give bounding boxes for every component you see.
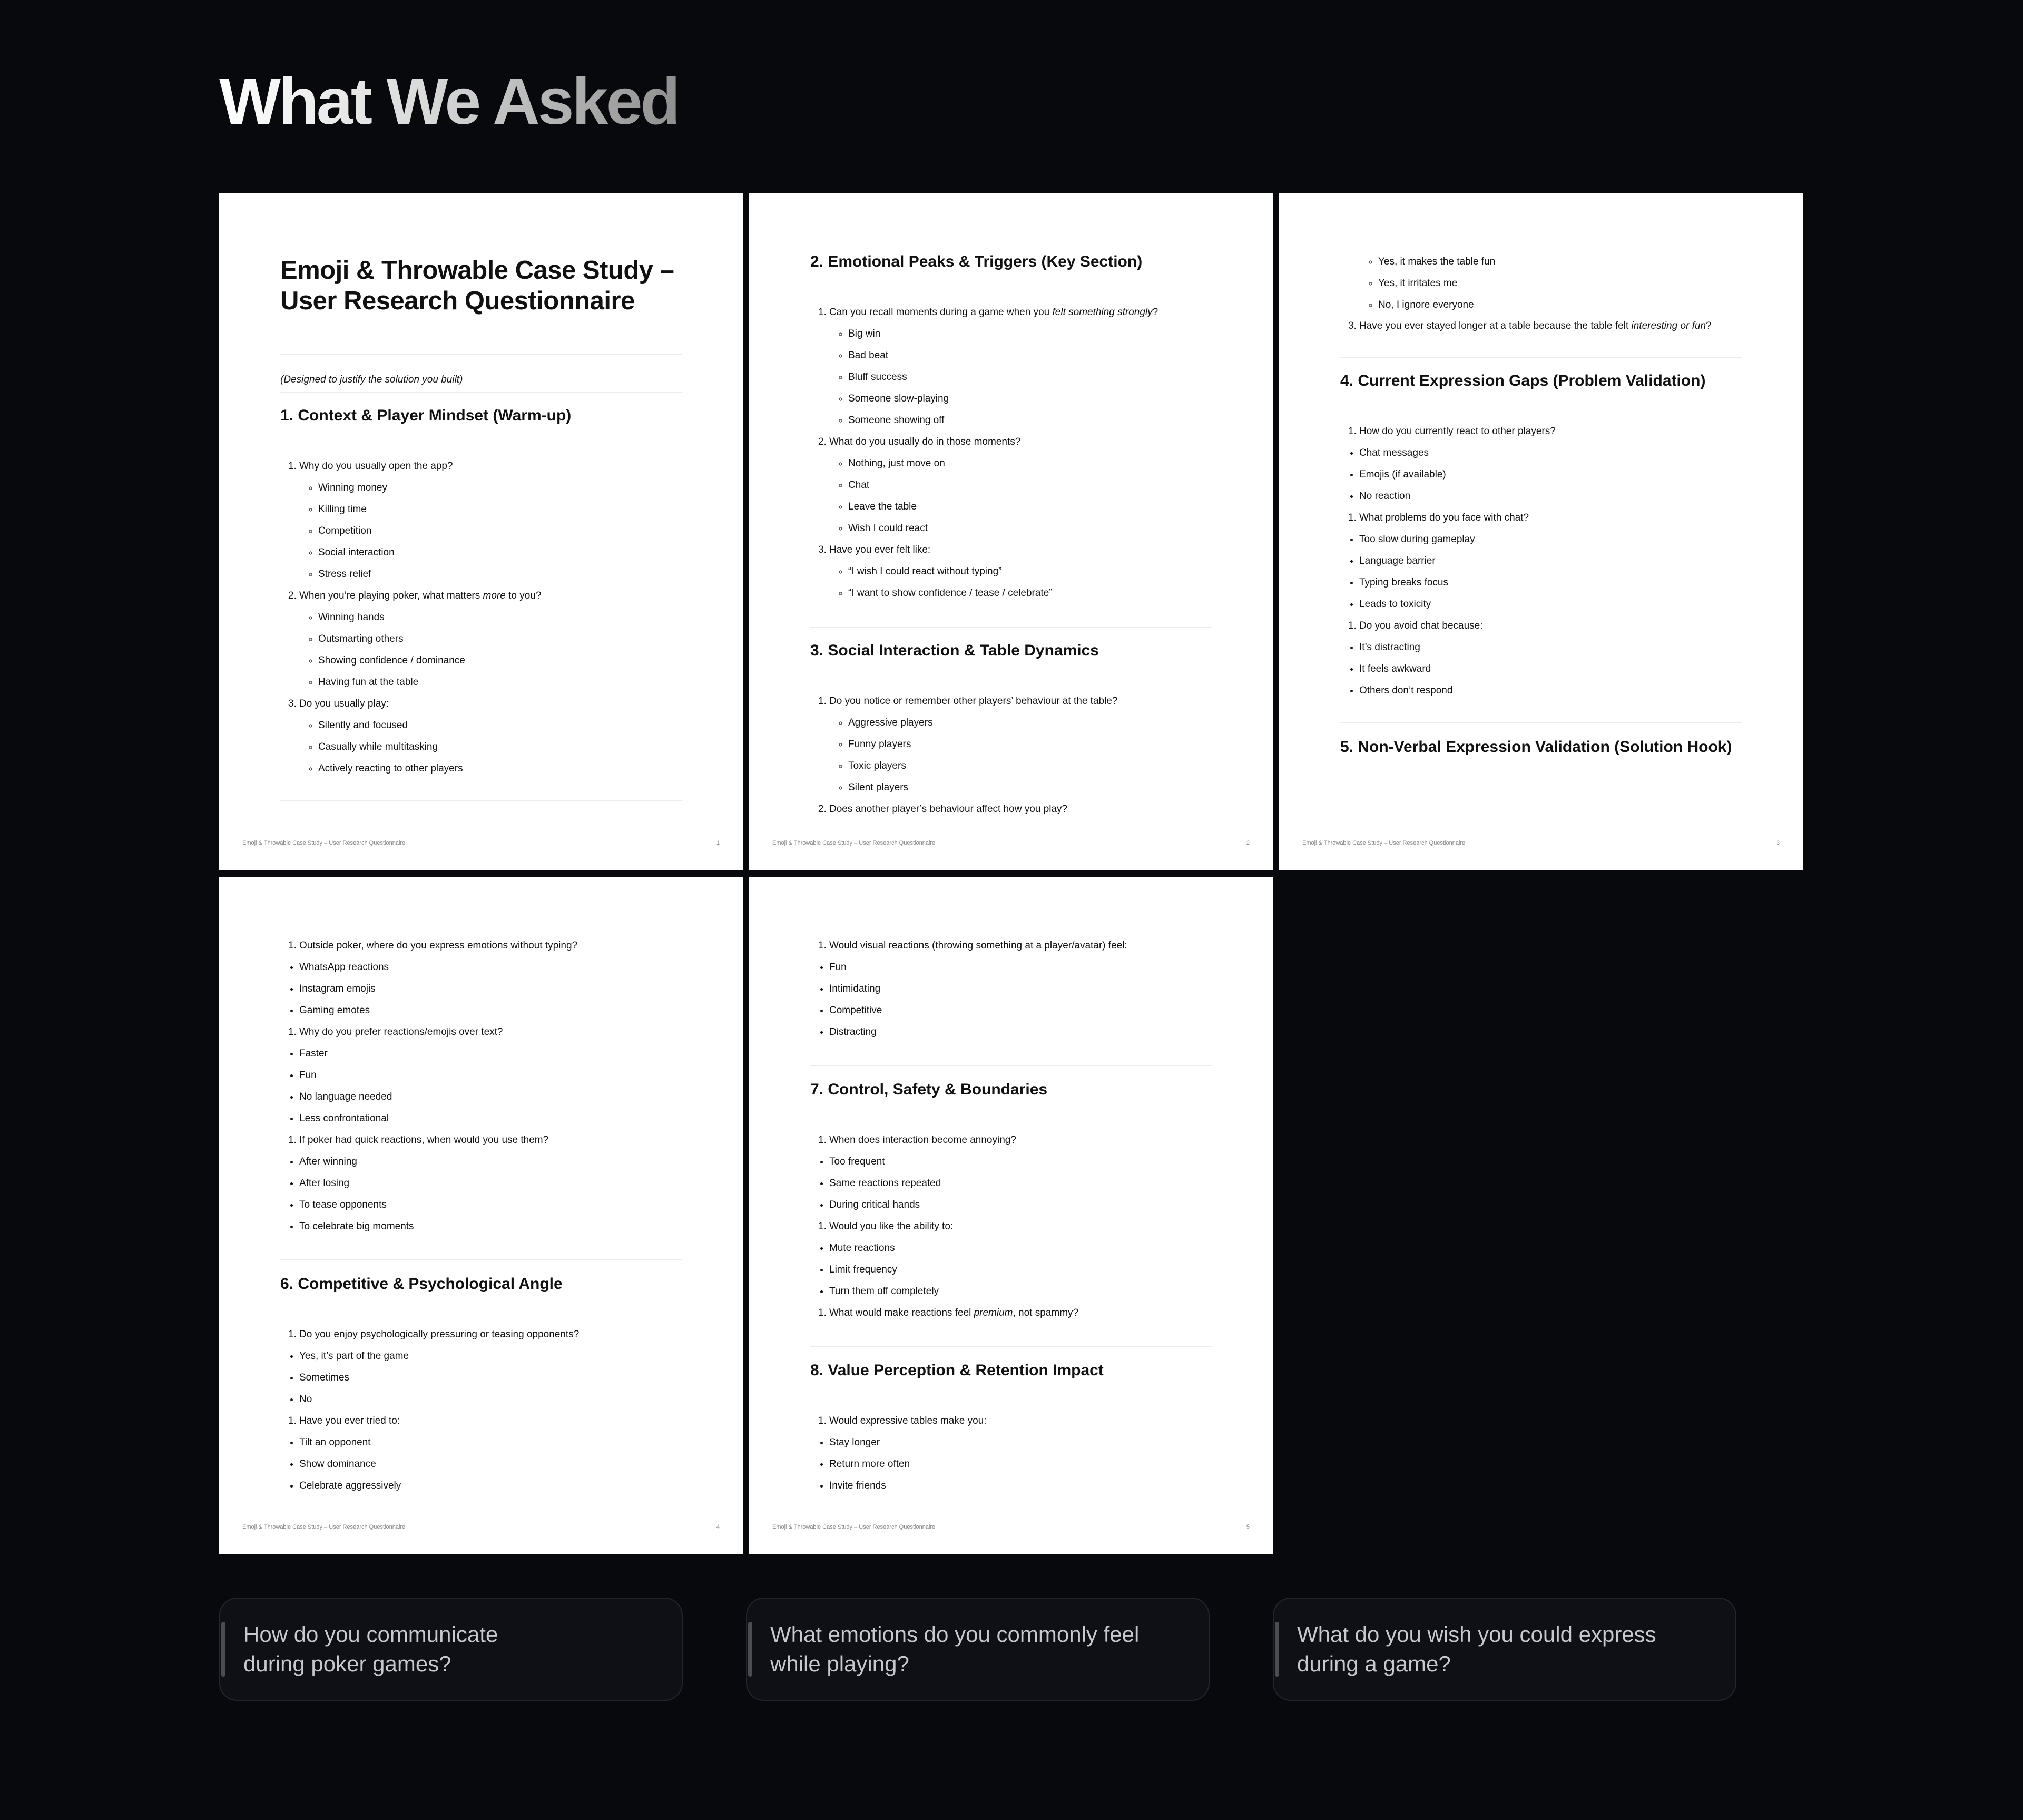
option: ◦ Showing confidence / dominance [318, 650, 682, 671]
option: ◦ Someone slow-playing [848, 388, 1212, 409]
option: ◦ Competition [318, 520, 682, 542]
option: ◦ No, I ignore everyone [1378, 294, 1742, 316]
document-page-2 [749, 193, 1273, 870]
section-heading: What We Asked [219, 62, 678, 141]
question: 1. When does interaction become annoying? [829, 1129, 1212, 1151]
question-continued [1359, 251, 1742, 316]
divider [280, 1259, 682, 1260]
option: ◦ “I wish I could react without typing” [848, 561, 1212, 582]
option: • Distracting [829, 1021, 1212, 1043]
option: • Chat messages [1359, 442, 1742, 464]
option: • Show dominance [299, 1453, 682, 1475]
option: ◦ Casually while multitasking [318, 736, 682, 758]
card-text: How do you communicate during poker games? [243, 1622, 498, 1676]
section-title-2: 2. Emotional Peaks & Triggers (Key Section) [810, 253, 1143, 270]
card-accent-bar [1275, 1622, 1279, 1677]
option: • Mute reactions [829, 1237, 1212, 1259]
divider [810, 627, 1212, 628]
option: ◦ Yes, it irritates me [1378, 272, 1742, 294]
footer-title: Emoji & Throwable Case Study – User Research Questionnaire [1302, 840, 1466, 846]
option: • Leads to toxicity [1359, 593, 1742, 615]
card-accent-bar [748, 1622, 752, 1677]
option: • Invite friends [829, 1475, 1212, 1496]
question: 1. Why do you usually open the app? ◦ Winning money ◦ Killing time ◦ Competition ◦ Social interaction ◦ Stress relief [299, 455, 682, 585]
question: 1. Do you notice or remember other players’ behaviour at the table? ◦ Aggressive players ◦ Funny players ◦ Toxic players ◦ Silent players [829, 690, 1212, 798]
option: • It’s distracting [1359, 637, 1742, 658]
option: • Fun [299, 1064, 682, 1086]
section-title-1: 1. Context & Player Mindset (Warm-up) [280, 407, 572, 424]
option: • No [299, 1388, 682, 1410]
page-number: 1 [716, 840, 720, 846]
option: • Stay longer [829, 1432, 1212, 1453]
question: 1. Why do you prefer reactions/emojis over text? [299, 1021, 682, 1043]
page-footer [242, 840, 720, 846]
question: 3. Have you ever felt like: ◦ “I wish I could react without typing” ◦ “I want to show confidence / tease / celebrate” [829, 539, 1212, 604]
option: ◦ Chat [848, 474, 1212, 496]
section-title-3: 3. Social Interaction & Table Dynamics [810, 642, 1099, 659]
question: 2. What do you usually do in those moments? ◦ Nothing, just move on ◦ Chat ◦ Leave the table ◦ Wish I could react [829, 431, 1212, 539]
option: • Less confrontational [299, 1108, 682, 1129]
option: • Typing breaks focus [1359, 572, 1742, 593]
section-title-5: 5. Non-Verbal Expression Validation (Solution Hook) [1340, 738, 1732, 756]
page-footer [772, 1524, 1250, 1530]
footer-title: Emoji & Throwable Case Study – User Research Questionnaire [242, 1524, 406, 1530]
option: ◦ Killing time [318, 498, 682, 520]
page-number: 2 [1246, 840, 1250, 846]
document-page-1 [219, 193, 743, 870]
question-card-express [1273, 1598, 1736, 1701]
option: • To celebrate big moments [299, 1216, 682, 1237]
option: • Fun [829, 956, 1212, 978]
divider [1340, 722, 1742, 723]
option: ◦ Bad beat [848, 345, 1212, 366]
option: • Celebrate aggressively [299, 1475, 682, 1496]
option: • Turn them off completely [829, 1280, 1212, 1302]
option: • No reaction [1359, 485, 1742, 507]
document-page-4 [219, 877, 743, 1554]
option: • Gaming emotes [299, 1000, 682, 1021]
option: • Same reactions repeated [829, 1172, 1212, 1194]
footer-title: Emoji & Throwable Case Study – User Research Questionnaire [772, 840, 936, 846]
card-text: What emotions do you commonly feel while playing? [770, 1622, 1140, 1676]
option: • Too slow during gameplay [1359, 529, 1742, 550]
divider [280, 392, 682, 393]
option: • Return more often [829, 1453, 1212, 1475]
page-footer [1302, 840, 1780, 846]
divider [810, 1346, 1212, 1347]
option: • Faster [299, 1043, 682, 1064]
option: • Yes, it’s part of the game [299, 1345, 682, 1367]
question: 3. Do you usually play: ◦ Silently and focused ◦ Casually while multitasking ◦ Actively reacting to other players [299, 693, 682, 779]
option: • Intimidating [829, 978, 1212, 1000]
page-number: 4 [716, 1524, 720, 1530]
option: • Others don’t respond [1359, 680, 1742, 701]
question: 1. Do you enjoy psychologically pressuring or teasing opponents? [299, 1324, 682, 1345]
option: • Tilt an opponent [299, 1432, 682, 1453]
divider [280, 354, 682, 355]
question: 1. Would you like the ability to: [829, 1216, 1212, 1237]
question: 1. Do you avoid chat because: [1359, 615, 1742, 637]
section-title-6: 6. Competitive & Psychological Angle [280, 1275, 563, 1293]
option: ◦ Stress relief [318, 563, 682, 585]
option: ◦ Nothing, just move on [848, 453, 1212, 474]
option: ◦ Someone showing off [848, 409, 1212, 431]
option: • After winning [299, 1151, 682, 1172]
option: ◦ “I want to show confidence / tease / celebrate” [848, 582, 1212, 604]
question: 1. Can you recall moments during a game when you felt something strongly? ◦ Big win ◦ Bad beat ◦ Bluff success ◦ Someone slow-playing ◦ Someone showing off [829, 301, 1212, 431]
option: • No language needed [299, 1086, 682, 1108]
option: • Emojis (if available) [1359, 464, 1742, 485]
option: • During critical hands [829, 1194, 1212, 1216]
option: • Limit frequency [829, 1259, 1212, 1280]
question: 1. How do you currently react to other players? [1359, 420, 1742, 442]
page-number: 5 [1246, 1524, 1250, 1530]
option: ◦ Winning money [318, 477, 682, 498]
question: 1. Have you ever tried to: [299, 1410, 682, 1432]
section-title-4: 4. Current Expression Gaps (Problem Validation) [1340, 372, 1706, 389]
option: • Instagram emojis [299, 978, 682, 1000]
option: ◦ Bluff success [848, 366, 1212, 388]
option: • Too frequent [829, 1151, 1212, 1172]
option: ◦ Yes, it makes the table fun [1378, 251, 1742, 272]
question: 1. If poker had quick reactions, when would you use them? [299, 1129, 682, 1151]
footer-title: Emoji & Throwable Case Study – User Research Questionnaire [242, 840, 406, 846]
page-number: 3 [1776, 840, 1780, 846]
document-title: Emoji & Throwable Case Study – User Research Questionnaire [280, 256, 674, 315]
question-card-communicate [219, 1598, 683, 1701]
option: ◦ Silent players [848, 777, 1212, 798]
option: ◦ Silently and focused [318, 715, 682, 736]
option: ◦ Having fun at the table [318, 671, 682, 693]
option: • After losing [299, 1172, 682, 1194]
divider [810, 1065, 1212, 1066]
section-title-8: 8. Value Perception & Retention Impact [810, 1362, 1104, 1379]
option: • WhatsApp reactions [299, 956, 682, 978]
option: ◦ Funny players [848, 733, 1212, 755]
document-note: (Designed to justify the solution you built) [280, 374, 463, 385]
question: 1. Would expressive tables make you: [829, 1410, 1212, 1432]
question-card-emotions [746, 1598, 1210, 1701]
option: ◦ Wish I could react [848, 517, 1212, 539]
page-footer [242, 1524, 720, 1530]
page-footer [772, 840, 1250, 846]
option: • It feels awkward [1359, 658, 1742, 680]
card-accent-bar [221, 1622, 225, 1677]
option: ◦ Actively reacting to other players [318, 758, 682, 779]
option: ◦ Leave the table [848, 496, 1212, 517]
option: • Sometimes [299, 1367, 682, 1388]
option: ◦ Social interaction [318, 542, 682, 563]
question: 2. When you’re playing poker, what matters more to you? ◦ Winning hands ◦ Outsmarting others ◦ Showing confidence / dominance ◦ Having fun at the table [299, 585, 682, 693]
question: 2. Does another player’s behaviour affect how you play? [829, 798, 1212, 820]
question: 1. What problems do you face with chat? [1359, 507, 1742, 529]
option: ◦ Outsmarting others [318, 628, 682, 650]
section-title-7: 7. Control, Safety & Boundaries [810, 1081, 1048, 1098]
question: 1. Would visual reactions (throwing something at a player/avatar) feel: [829, 935, 1212, 956]
document-page-3 [1279, 193, 1803, 870]
option: ◦ Toxic players [848, 755, 1212, 777]
option: ◦ Big win [848, 323, 1212, 345]
option: ◦ Winning hands [318, 606, 682, 628]
divider [280, 800, 682, 801]
footer-title: Emoji & Throwable Case Study – User Research Questionnaire [772, 1524, 936, 1530]
card-text: What do you wish you could express during a game? [1297, 1622, 1656, 1676]
question: 3. Have you ever stayed longer at a table because the table felt interesting or fun? [1359, 316, 1742, 334]
question: 1. What would make reactions feel premium, not spammy? [829, 1302, 1212, 1324]
option: • To tease opponents [299, 1194, 682, 1216]
option: • Language barrier [1359, 550, 1742, 572]
option: • Competitive [829, 1000, 1212, 1021]
question: 1. Outside poker, where do you express emotions without typing? [299, 935, 682, 956]
document-page-5 [749, 877, 1273, 1554]
divider [1340, 357, 1742, 358]
option: ◦ Aggressive players [848, 712, 1212, 733]
